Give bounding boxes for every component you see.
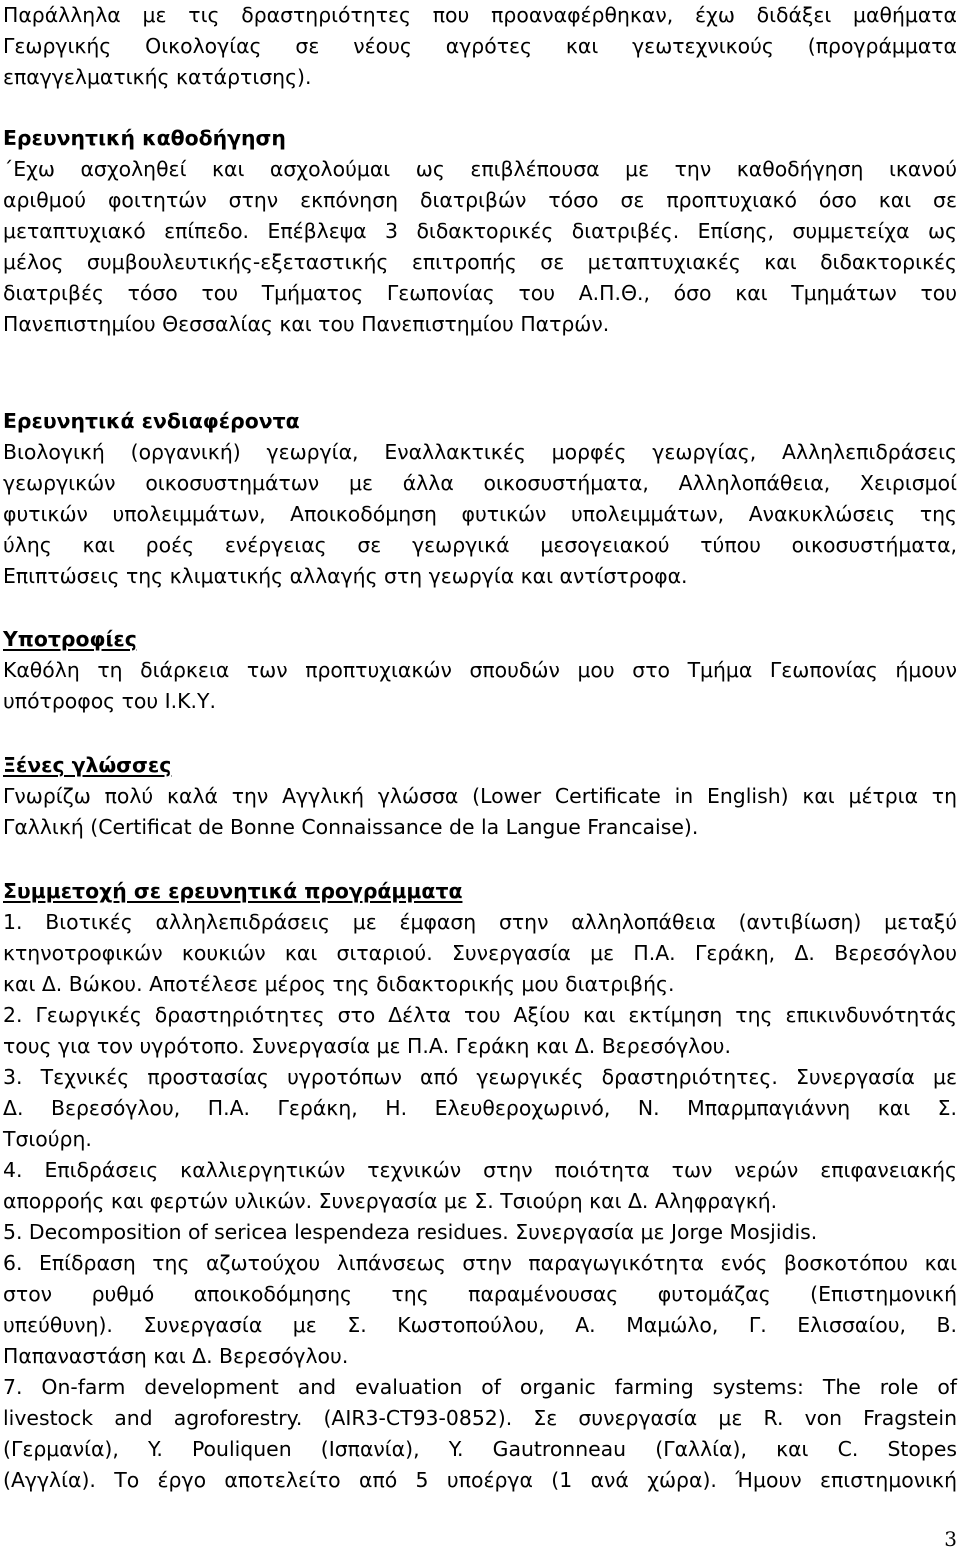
paragraph-line: Επιπτώσεις της κλιματικής αλλαγής στη γεωργία και αντίστροφα. <box>3 564 688 588</box>
program-line: στον ρυθμό αποικοδόμησης της παραμένουσας φυτομάζας (Επιστημονική <box>3 1282 957 1306</box>
program-line: 1. Βιοτικές αλληλεπιδράσεις με έμφαση στην αλληλοπάθεια (αντιβίωση) μεταξύ <box>3 910 957 934</box>
program-line: κτηνοτροφικών κουκιών και σιταριού. Συνεργασία με Π.Α. Γεράκη, Δ. Βερεσόγλου <box>3 941 957 965</box>
program-line: υπεύθυνη). Συνεργασία με Σ. Κωστοπούλου, Α. Μαμώλο, Γ. Ελισσαίου, Β. <box>3 1313 957 1337</box>
program-line: livestock and agroforestry. (AIR3-CT93-0852). Σε συνεργασία με R. von Fragstein <box>3 1406 957 1430</box>
program-line: (Αγγλία). Το έργο αποτελείτο από 5 υποέργα (1 ανά χώρα). Ήμουν επιστημονική <box>3 1468 957 1492</box>
paragraph-line: ΄Εχω ασχοληθεί και ασχολούμαι ως επιβλέπουσα με την καθοδήγηση ικανού <box>3 157 957 181</box>
program-line: απορροής και φερτών υλικών. Συνεργασία με Σ. Τσιούρη και Δ. Αληφραγκή. <box>3 1189 778 1213</box>
program-line: 7. On-farm development and evaluation of organic farming systems: The role of <box>3 1375 957 1399</box>
paragraph-line: φυτικών υπολειμμάτων, Αποικοδόμηση φυτικών υπολειμμάτων, Ανακυκλώσεις της <box>3 502 957 526</box>
paragraph-line: Καθόλη τη διάρκεια των προπτυχιακών σπουδών μου στο Τμήμα Γεωπονίας ήμουν <box>3 658 957 682</box>
paragraph-line: υπότροφος του Ι.Κ.Υ. <box>3 689 216 713</box>
section-heading-research-supervision: Ερευνητική καθοδήγηση <box>3 126 286 150</box>
intro-line: Γεωργικής Οικολογίας σε νέους αγρότες και γεωτεχνικούς (προγράμματα <box>3 34 957 58</box>
program-line: τους για τον υγρότοπο. Συνεργασία με Π.Α. Γεράκη και Δ. Βερεσόγλου. <box>3 1034 731 1058</box>
paragraph-line: Γνωρίζω πολύ καλά την Αγγλική γλώσσα (Lower Certificate in English) και μέτρια τη <box>3 784 957 808</box>
program-line: Δ. Βερεσόγλου, Π.Α. Γεράκη, Η. Ελευθεροχωρινό, Ν. Μπαρμπαγιάννη και Σ. <box>3 1096 957 1120</box>
intro-line: Παράλληλα με τις δραστηριότητες που προαναφέρθηκαν, έχω διδάξει μαθήματα <box>3 3 957 27</box>
program-line: 3. Τεχνικές προστασίας υγροτόπων από γεωργικές δραστηριότητες. Συνεργασία με <box>3 1065 957 1089</box>
intro-line: επαγγελματικής κατάρτισης). <box>3 65 312 89</box>
section-heading-languages: Ξένες γλώσσες <box>3 753 172 777</box>
program-line: 2. Γεωργικές δραστηριότητες στο Δέλτα του Αξίου και εκτίμηση της επικινδυνότητάς <box>3 1003 957 1027</box>
paragraph-line: μέλος συμβουλευτικής-εξεταστικής επιτροπής σε μεταπτυχιακές και διδακτορικές <box>3 250 957 274</box>
program-line: 4. Επιδράσεις καλλιεργητικών τεχνικών στην ποιότητα των νερών επιφανειακής <box>3 1158 957 1182</box>
program-line: Παπαναστάση και Δ. Βερεσόγλου. <box>3 1344 349 1368</box>
page-number: 3 <box>944 1527 957 1551</box>
program-line: 6. Επίδραση της αζωτούχου λιπάνσεως στην παραγωγικότητα ενός βοσκοτόπου και <box>3 1251 957 1275</box>
program-line: και Δ. Βώκου. Αποτέλεσε μέρος της διδακτορικής μου διατριβής. <box>3 972 675 996</box>
paragraph-line: αριθμού φοιτητών στην εκπόνηση διατριβών τόσο σε προπτυχιακό όσο και σε <box>3 188 957 212</box>
paragraph-line: Γαλλική (Certificat de Bonne Connaissance de la Langue Francaise). <box>3 815 699 839</box>
section-heading-research-programs: Συμμετοχή σε ερευνητικά προγράμματα <box>3 879 463 903</box>
paragraph-line: Πανεπιστημίου Θεσσαλίας και του Πανεπιστημίου Πατρών. <box>3 312 610 336</box>
paragraph-line: μεταπτυχιακό επίπεδο. Επέβλεψα 3 διδακτορικές διατριβές. Επίσης, συμμετείχα ως <box>3 219 957 243</box>
program-line: Τσιούρη. <box>3 1127 92 1151</box>
section-heading-research-interests: Ερευνητικά ενδιαφέροντα <box>3 409 300 433</box>
paragraph-line: ύλης και ροές ενέργειας σε γεωργικά μεσογειακού τύπου οικοσυστήματα, <box>3 533 957 557</box>
program-line: 5. Decomposition of sericea lespendeza residues. Συνεργασία με Jorge Mosjidis. <box>3 1220 818 1244</box>
paragraph-line: γεωργικών οικοσυστημάτων με άλλα οικοσυστήματα, Αλληλοπάθεια, Χειρισμοί <box>3 471 957 495</box>
section-heading-scholarships: Υποτροφίες <box>3 627 137 651</box>
program-line: (Γερμανία), Y. Pouliquen (Ισπανία), Y. Gautronneau (Γαλλία), και C. Stopes <box>3 1437 957 1461</box>
paragraph-line: διατριβές τόσο του Τμήματος Γεωπονίας του Α.Π.Θ., όσο και Τμημάτων του <box>3 281 957 305</box>
paragraph-line: Βιολογική (οργανική) γεωργία, Εναλλακτικές μορφές γεωργίας, Αλληλεπιδράσεις <box>3 440 957 464</box>
